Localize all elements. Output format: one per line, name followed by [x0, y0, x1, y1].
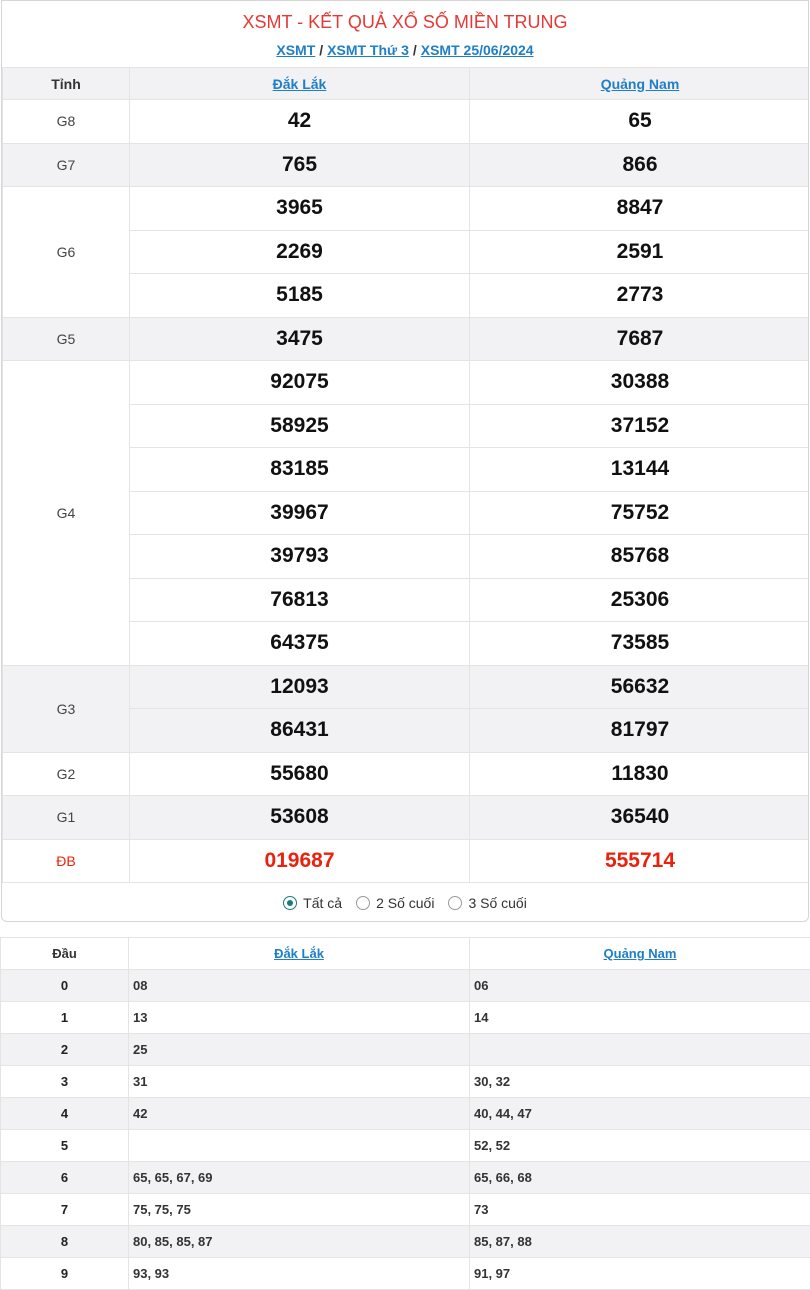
radio-icon[interactable]	[356, 896, 370, 910]
loto-row	[1, 1098, 810, 1130]
results-table	[2, 67, 809, 883]
prize-label: G1	[3, 796, 130, 840]
prize-number-dak-lak: 55680	[130, 752, 470, 796]
prize-number-quang-nam: 85768	[470, 535, 810, 579]
prize-number-dak-lak: 92075	[130, 361, 470, 405]
filter-2-digits-label: 2 Số cuối	[376, 895, 435, 911]
loto-header-row	[1, 938, 810, 970]
prize-row	[3, 143, 810, 187]
loto-row	[1, 1194, 810, 1226]
loto-province-link-quang-nam[interactable]: Quảng Nam	[603, 946, 677, 961]
loto-values-quang-nam: 14	[470, 1002, 810, 1034]
loto-values-dak-lak: 80, 85, 85, 87	[129, 1226, 470, 1258]
loto-province-link-dak-lak[interactable]: Đắk Lắk	[274, 946, 324, 961]
prize-label: G6	[3, 187, 130, 318]
loto-head-digit: 2	[1, 1034, 129, 1066]
prize-row	[3, 317, 810, 361]
breadcrumb-separator: /	[319, 42, 324, 58]
loto-values-quang-nam: 40, 44, 47	[470, 1098, 810, 1130]
filter-all-label: Tất cả	[303, 895, 343, 911]
prize-row	[3, 361, 810, 405]
prize-number-quang-nam: 7687	[470, 317, 810, 361]
province-link-dak-lak[interactable]: Đắk Lắk	[272, 75, 327, 92]
loto-table	[0, 937, 810, 1290]
loto-values-dak-lak: 08	[129, 970, 470, 1002]
loto-values-dak-lak: 31	[129, 1066, 470, 1098]
col-dau-label: Đầu	[1, 938, 129, 970]
breadcrumb-separator: /	[412, 42, 417, 58]
loto-values-dak-lak: 65, 65, 67, 69	[129, 1162, 470, 1194]
breadcrumb-xsmt-thu-3[interactable]: XSMT Thứ 3	[327, 42, 409, 58]
results-card	[1, 0, 809, 922]
breadcrumb-xsmt[interactable]: XSMT	[276, 42, 316, 58]
prize-number-dak-lak: 42	[130, 100, 470, 144]
prize-label: G8	[3, 100, 130, 144]
loto-head-digit: 0	[1, 970, 129, 1002]
loto-values-quang-nam: 73	[470, 1194, 810, 1226]
loto-row	[1, 970, 810, 1002]
prize-number-quang-nam: 555714	[470, 839, 810, 883]
prize-number-dak-lak: 53608	[130, 796, 470, 840]
loto-values-quang-nam: 91, 97	[470, 1258, 810, 1290]
prize-label: G5	[3, 317, 130, 361]
filter-2-digits[interactable]	[356, 895, 434, 911]
prize-row	[3, 752, 810, 796]
prize-number-quang-nam: 2591	[470, 230, 810, 274]
loto-section	[0, 937, 810, 1290]
province-link-quang-nam[interactable]: Quảng Nam	[600, 75, 680, 92]
loto-head-digit: 4	[1, 1098, 129, 1130]
prize-number-quang-nam: 25306	[470, 578, 810, 622]
loto-values-dak-lak: 25	[129, 1034, 470, 1066]
prize-number-dak-lak: 76813	[130, 578, 470, 622]
prize-row	[3, 839, 810, 883]
prize-number-dak-lak: 3965	[130, 187, 470, 231]
prize-number-quang-nam: 11830	[470, 752, 810, 796]
loto-head-digit: 1	[1, 1002, 129, 1034]
loto-row	[1, 1226, 810, 1258]
loto-values-quang-nam: 65, 66, 68	[470, 1162, 810, 1194]
page-title: XSMT - KẾT QUẢ XỔ SỐ MIỀN TRUNG	[242, 12, 568, 32]
prize-number-quang-nam: 56632	[470, 665, 810, 709]
prize-number-dak-lak: 58925	[130, 404, 470, 448]
loto-values-dak-lak: 13	[129, 1002, 470, 1034]
loto-values-dak-lak	[129, 1130, 470, 1162]
prize-number-quang-nam: 73585	[470, 622, 810, 666]
prize-number-quang-nam: 75752	[470, 491, 810, 535]
loto-head-digit: 9	[1, 1258, 129, 1290]
loto-row	[1, 1130, 810, 1162]
prize-number-quang-nam: 65	[470, 100, 810, 144]
loto-values-quang-nam	[470, 1034, 810, 1066]
prize-number-dak-lak: 64375	[130, 622, 470, 666]
loto-values-quang-nam: 85, 87, 88	[470, 1226, 810, 1258]
radio-icon[interactable]	[448, 896, 462, 910]
digit-filter	[2, 883, 808, 922]
prize-row	[3, 187, 810, 231]
prize-number-quang-nam: 81797	[470, 709, 810, 753]
loto-head-digit: 3	[1, 1066, 129, 1098]
loto-head-digit: 7	[1, 1194, 129, 1226]
prize-number-dak-lak: 12093	[130, 665, 470, 709]
prize-number-dak-lak: 5185	[130, 274, 470, 318]
prize-label: G7	[3, 143, 130, 187]
loto-values-dak-lak: 42	[129, 1098, 470, 1130]
prize-number-quang-nam: 36540	[470, 796, 810, 840]
loto-head-digit: 8	[1, 1226, 129, 1258]
prize-label: ĐB	[3, 839, 130, 883]
prize-number-dak-lak: 39967	[130, 491, 470, 535]
prize-number-dak-lak: 39793	[130, 535, 470, 579]
breadcrumb	[2, 39, 808, 67]
prize-label: G3	[3, 665, 130, 752]
loto-values-dak-lak: 75, 75, 75	[129, 1194, 470, 1226]
results-header-row	[3, 68, 810, 100]
loto-row	[1, 1066, 810, 1098]
prize-number-dak-lak: 765	[130, 143, 470, 187]
loto-values-quang-nam: 30, 32	[470, 1066, 810, 1098]
filter-all[interactable]	[283, 895, 342, 911]
prize-number-quang-nam: 37152	[470, 404, 810, 448]
prize-row	[3, 665, 810, 709]
loto-row	[1, 1162, 810, 1194]
prize-number-dak-lak: 83185	[130, 448, 470, 492]
loto-values-quang-nam: 52, 52	[470, 1130, 810, 1162]
prize-number-dak-lak: 3475	[130, 317, 470, 361]
loto-values-quang-nam: 06	[470, 970, 810, 1002]
prize-label: G2	[3, 752, 130, 796]
radio-selected-icon[interactable]	[283, 896, 297, 910]
prize-row	[3, 100, 810, 144]
loto-row	[1, 1002, 810, 1034]
prize-number-quang-nam: 13144	[470, 448, 810, 492]
loto-head-digit: 6	[1, 1162, 129, 1194]
filter-3-digits-label: 3 Số cuối	[468, 895, 527, 911]
loto-row	[1, 1258, 810, 1290]
loto-head-digit: 5	[1, 1130, 129, 1162]
prize-number-dak-lak: 86431	[130, 709, 470, 753]
col-province-label: Tỉnh	[3, 68, 130, 100]
filter-3-digits[interactable]	[448, 895, 526, 911]
loto-row	[1, 1034, 810, 1066]
breadcrumb-xsmt-date[interactable]: XSMT 25/06/2024	[420, 42, 534, 58]
prize-number-quang-nam: 866	[470, 143, 810, 187]
prize-number-quang-nam: 8847	[470, 187, 810, 231]
prize-number-dak-lak: 2269	[130, 230, 470, 274]
prize-row	[3, 796, 810, 840]
prize-number-quang-nam: 2773	[470, 274, 810, 318]
prize-number-quang-nam: 30388	[470, 361, 810, 405]
prize-number-dak-lak: 019687	[130, 839, 470, 883]
prize-label: G4	[3, 361, 130, 666]
loto-values-dak-lak: 93, 93	[129, 1258, 470, 1290]
